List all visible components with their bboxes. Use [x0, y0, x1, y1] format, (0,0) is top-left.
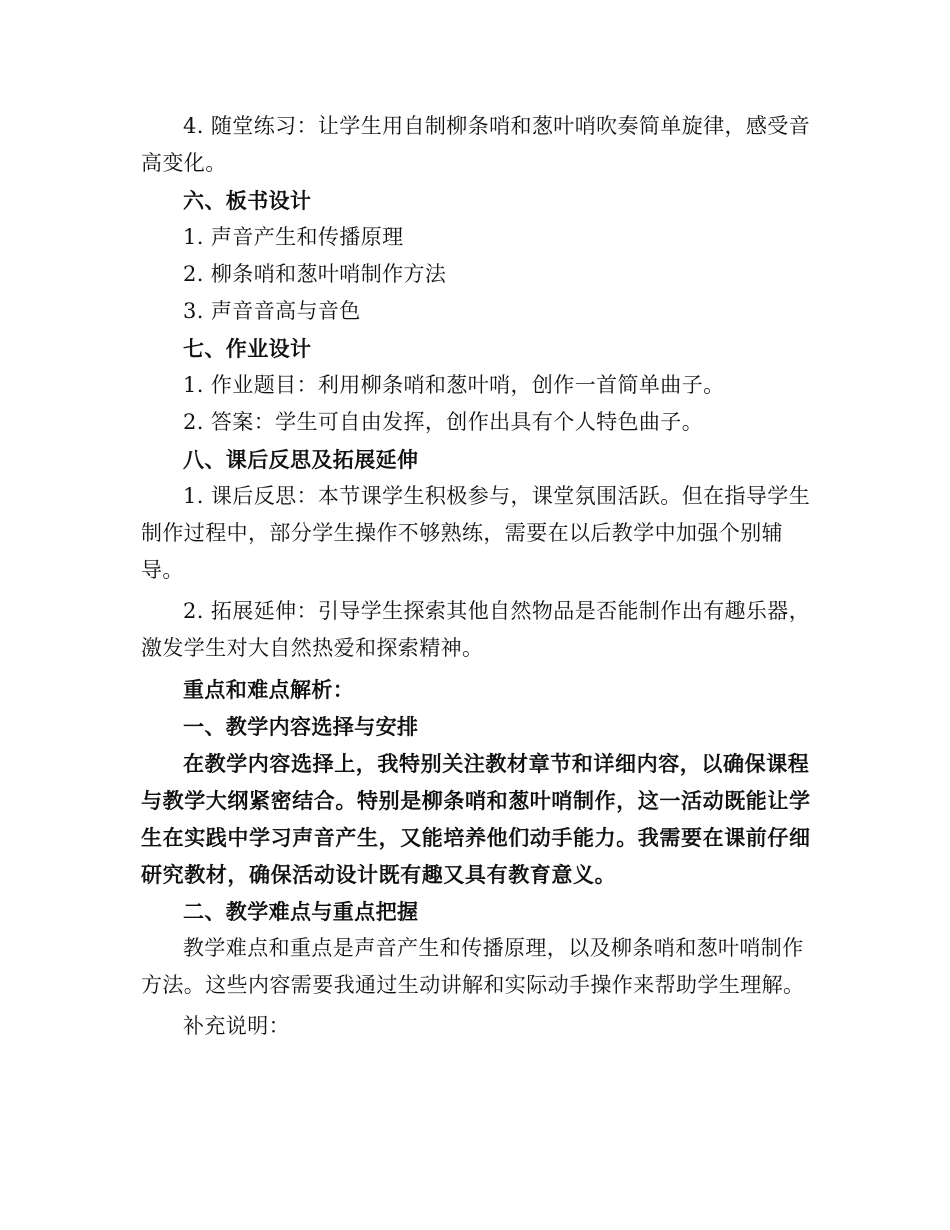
homework-item-1: 1. 作业题目：利用柳条哨和葱叶哨，创作一首简单曲子。 [183, 373, 725, 397]
paragraph-content-selection: 在教学内容选择上，我特别关注教材章节和详细内容，以确保课程与教学大纲紧密结合。特别是柳条哨和葱叶哨制作，这一活动既能让学生在实践中学习声音产生，又能培养他们动手能力。我需要在课前仔细研究教材，确保活动设计既有趣又具有教育意义。 [141, 751, 811, 887]
paragraph-supplement: 补充说明： [183, 1014, 290, 1038]
heading-content-selection: 一、教学内容选择与安排 [183, 714, 419, 739]
board-item-2: 2. 柳条哨和葱叶哨制作方法 [183, 262, 447, 286]
board-item-1: 1. 声音产生和传播原理 [183, 225, 404, 249]
board-item-3: 3. 声音音高与音色 [183, 299, 361, 323]
paragraph-difficulty: 教学难点和重点是声音产生和传播原理，以及柳条哨和葱叶哨制作方法。这些内容需要我通过生动讲解和实际动手操作来帮助学生理解。 [141, 936, 805, 997]
reflection-item-1: 1. 课后反思：本节课学生积极参与，课堂氛围活跃。但在指导学生制作过程中，部分学生操作不够熟练，需要在以后教学中加强个别辅导。 [141, 484, 811, 582]
reflection-item-2: 2. 拓展延伸：引导学生探索其他自然物品是否能制作出有趣乐器，激发学生对大自然热爱和探索精神。 [141, 599, 811, 660]
heading-reflection: 八、课后反思及拓展延伸 [183, 447, 419, 472]
homework-item-2: 2. 答案：学生可自由发挥，创作出具有个人特色曲子。 [183, 410, 704, 434]
document-body [141, 108, 813, 1045]
heading-key-points: 重点和难点解析： [183, 677, 355, 702]
heading-board-design: 六、板书设计 [183, 188, 312, 213]
heading-difficulty: 二、教学难点与重点把握 [183, 899, 419, 924]
heading-homework: 七、作业设计 [183, 336, 312, 361]
paragraph-practice: 4. 随堂练习：让学生用自制柳条哨和葱叶哨吹奏简单旋律，感受音高变化。 [141, 114, 811, 175]
